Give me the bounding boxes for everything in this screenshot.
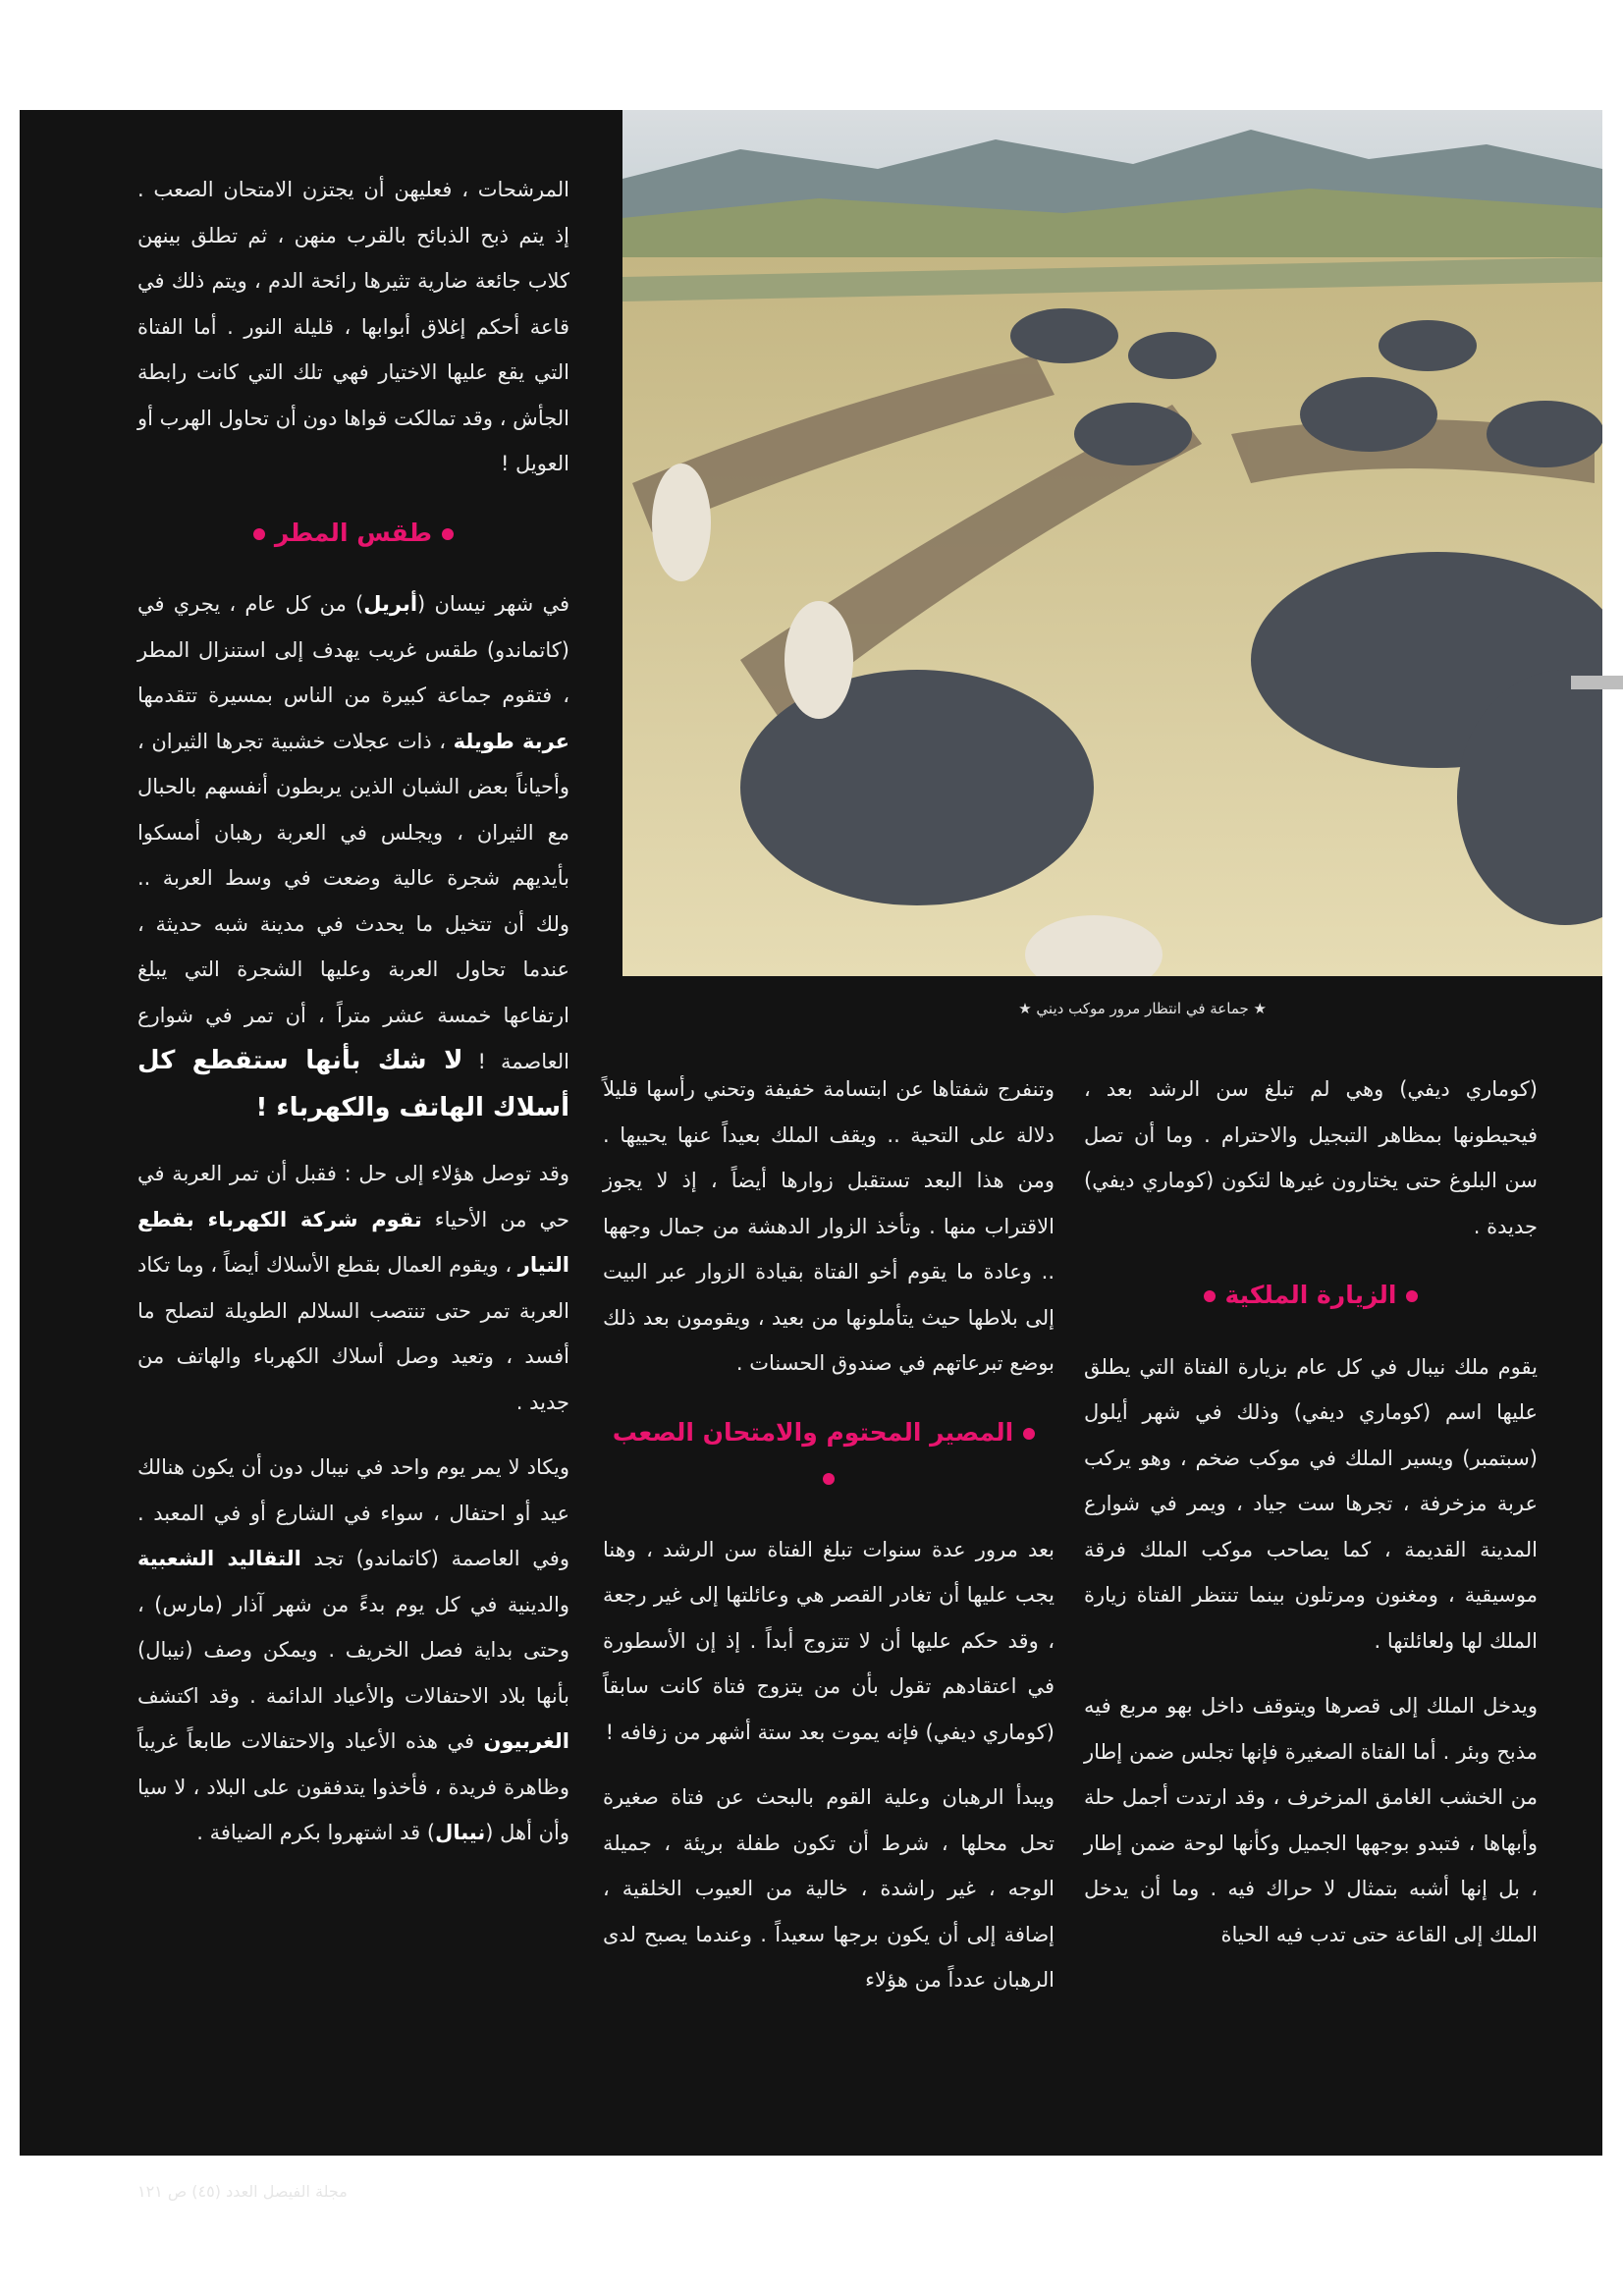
left-paragraph-2: في شهر نيسان (أبريل) من كل عام ، يجري في (كاتماندو) طقس غريب يهدف إلى استنزال المطر ، فتقوم جماعة كبيرة من الناس بمسيرة تتقدمها عربة طويلة ، ذات عجلات خشبية تجرها الثيران ، وأحياناً بعض الشبان الذين يربطون أنفسهم بالحبال مع الثيران ، ويجلس في العربة رهبان أمسكوا بأيديهم شجرة عالية وضعت في وسط العربة .. ولك أن تتخيل ما يحدث في مدينة شبه حديثة ، عندما تحاول العربة وعليها الشجرة التي يبلغ ارتفاعها خمسة عشر متراً ، أن تمر في شوارع العاصمة ! لا شك بأنها ستقطع كل أسلاك الهاتف والكهرباء ! xyxy=(137,592,570,1122)
middle-paragraph-1: وتنفرج شفتاها عن ابتسامة خفيفة وتحني رأسها قليلاً دلالة على التحية .. ويقف الملك بعيداً عنها يحييها . ومن هذا البعد تستقبل زوارها أيضاً ، إذ لا يجوز الاقتراب منها . وتأخذ الزوار الدهشة من جمال وجهها .. وعادة ما يقوم أخو الفتاة بقيادة الزوار عبر البيت إلى بلاطها حيث يتأملونها من بعيد ، ويقومون بعد ذلك بوضع تبرعاتهم في صندوق الحسنات . xyxy=(603,1077,1055,1375)
photo-caption: ★ جماعة في انتظار مرور موكب ديني ★ xyxy=(1018,1000,1267,1017)
bullet-dot-icon xyxy=(253,528,265,540)
bullet-dot-icon xyxy=(442,528,454,540)
left-paragraph-1: المرشحات ، فعليهن أن يجتزن الامتحان الصعب . إذ يتم ذبح الذبائح بالقرب منهن ، ثم تطلق بينهن كلاب جائعة ضارية تثيرها رائحة الدم ، ويتم ذلك في قاعة أحكم إغلاق أبوابها ، قليلة النور . أما الفتاة التي يقع عليها الاختيار فهي تلك التي كانت رابطة الجأش ، وقد تمالكت قواها دون أن تحاول الهرب أو العويل ! xyxy=(137,178,569,475)
middle-paragraph-2: بعد مرور عدة سنوات تبلغ الفتاة سن الرشد ، وهنا يجب عليها أن تغادر القصر هي وعائلتها إلى غير رجعة ، وقد حكم عليها أن لا تتزوج أبداً . إذ إن الأسطورة في اعتقادهم تقول بأن من يتزوج فتاة كانت سابقاً (كوماري ديفي) فإنه يموت بعد ستة أشهر من زفافه ! xyxy=(603,1537,1055,1744)
heading-royal-visit: الزيارة الملكية xyxy=(1084,1273,1538,1319)
left-column xyxy=(137,167,569,1876)
right-paragraph-1: (كوماري ديفي) وهي لم تبلغ سن الرشد بعد ، فيحيطونها بمظاهر التبجيل والاحترام . وما أن تصل سن البلوغ حتى يختارون غيرها لتكون (كوماري ديفي) جديدة . xyxy=(1084,1077,1538,1238)
right-column xyxy=(1084,1066,1538,1977)
left-paragraph-4: ويكاد لا يمر يوم واحد في نيبال دون أن يكون هنالك عيد أو احتفال ، سواء في الشارع أو في المعبد . وفي العاصمة (كاتماندو) تجد التقاليد الشعبية والدينية في كل يوم بدءً من شهر آذار (مارس) ، وحتى بداية فصل الخريف . ويمكن وصف (نيبال) بأنها بلاد الاحتفالات والأعياد الدائمة . وقد اكتشف الغربيون في هذه الأعياد والاحتفالات طابعاً غريباً وظاهرة فريدة ، فأخذوا يتدفقون على البلاد ، لا سيا وأن أهل (نيبال) قد اشتهروا بكرم الضيافة . xyxy=(137,1455,569,1844)
edge-tab-decoration xyxy=(1571,676,1623,689)
heading-rain-ritual: طقس المطر xyxy=(137,511,569,557)
middle-column xyxy=(603,1066,1055,2023)
bullet-dot-icon xyxy=(1406,1290,1418,1302)
middle-paragraph-3: ويبدأ الرهبان وعلية القوم بالبحث عن فتاة صغيرة تحل محلها ، شرط أن تكون طفلة بريئة ، جميلة الوجه ، غير راشدة ، خالية من العيوب الخلقية ، إضافة إلى أن يكون برجها سعيداً . وعندما يصبح لدى الرهبان عدداً من هؤلاء xyxy=(603,1785,1055,1992)
bullet-dot-icon xyxy=(823,1473,835,1485)
bullet-dot-icon xyxy=(1204,1290,1216,1302)
crowd-photo xyxy=(622,110,1602,976)
right-paragraph-3: ويدخل الملك إلى قصرها ويتوقف داخل بهو مربع فيه مذبح وبئر . أما الفتاة الصغيرة فإنها تجلس ضمن إطار من الخشب الغامق المزخرف ، وقد ارتدت أجمل حلة وأبهاها ، فتبدو بوجهها الجميل وكأنها لوحة ضمن إطار ، بل إنها أشبه بتمثال لا حراك فيه . وما أن يدخل الملك إلى القاعة حتى تدب فيه الحياة xyxy=(1084,1694,1538,1946)
page-footer: مجلة الفيصل العدد (٤٥) ص ١٢١ xyxy=(137,2182,348,2201)
left-paragraph-3: وقد توصل هؤلاء إلى حل : فقبل أن تمر العربة في حي من الأحياء تقوم شركة الكهرباء بقطع التيار ، ويقوم العمال بقطع الأسلاك أيضاً ، وما تكاد العربة تمر حتى تنتصب السلالم الطويلة لتصلح ما أفسد ، وتعيد وصل أسلاك الكهرباء والهاتف من جديد . xyxy=(137,1162,569,1414)
right-paragraph-2: يقوم ملك نيبال في كل عام بزيارة الفتاة التي يطلق عليها اسم (كوماري ديفي) وذلك في شهر أيلول (سبتمبر) ويسير الملك في موكب ضخم ، وهو يركب عربة مزخرفة ، تجرها ست جياد ، ويمر في شوارع المدينة القديمة ، كما يصاحب موكب الملك فرقة موسيقية ، ومغنون ومرتلون بينما تنتظر الفتاة زيارة الملك لها ولعائلتها . xyxy=(1084,1354,1538,1653)
bullet-dot-icon xyxy=(1023,1428,1035,1440)
heading-fate-exam: المصير المحتوم والامتحان الصعب xyxy=(603,1410,1055,1502)
